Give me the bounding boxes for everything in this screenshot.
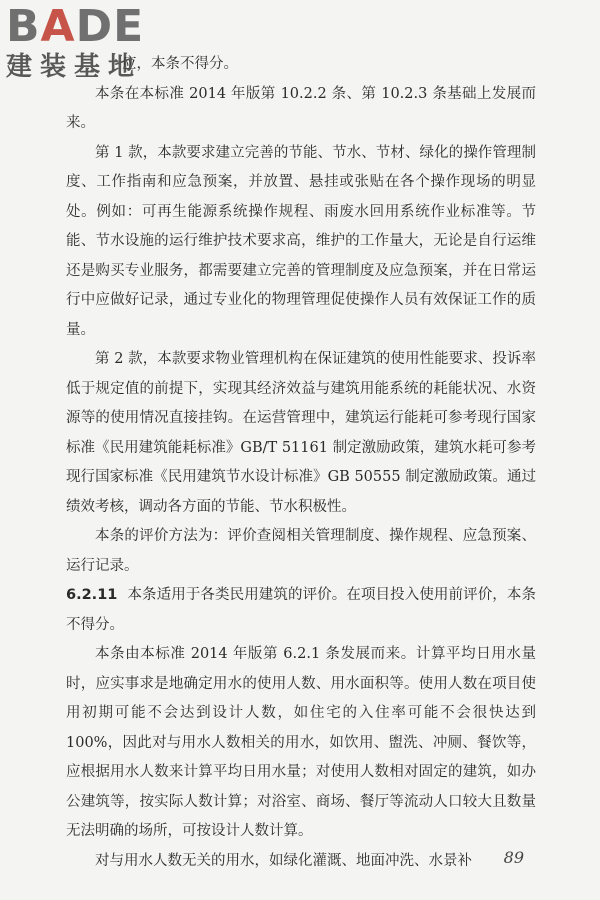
clause-number: 6.2.11 [66, 587, 118, 603]
document-body [66, 50, 536, 876]
page-number: 89 [503, 848, 524, 867]
paragraph-item-2: 第 2 款，本款要求物业管理机构在保证建筑的使用性能要求、投诉率低于规定值的前提下，实现其经济效益与建筑用能系统的耗能状况、水资源等的使用情况直接挂钩。在运营管理中，建筑运行能耗可参考现行国家标准《民用建筑能耗标准》GB/T 51161 制定激励政策，建筑水耗可参考现行国家标准《民用建筑节水设计标准》GB 50555 制定激励政策。通过绩效考核，调动各方面的节能、节水积极性。 [66, 351, 536, 515]
continued-text: 应，本条不得分。 [122, 56, 238, 72]
paragraph-origin: 本条在本标准 2014 年版第 10.2.2 条、第 10.2.3 条基础上发展而来。 [66, 85, 536, 131]
paragraph-evaluation-method: 本条的评价方法为：评价查阅相关管理制度、操作规程、应急预案、运行记录。 [66, 528, 536, 574]
paragraph-item-1: 第 1 款，本款要求建立完善的节能、节水、节材、绿化的操作管理制度、工作指南和应急预案，并放置、悬挂或张贴在各个操作现场的明显处。例如：可再生能源系统操作规程、雨废水回用系统作业标准等。节能、节水设施的运行维护技术要求高，维护的工作量大，无论是自行运维还是购买专业服务，都需要建立完善的管理制度及应急预案，并在日常运行中应做好记录，通过专业化的物理管理促使操作人员有效保证工作的质量。 [66, 144, 536, 338]
clause-heading [66, 581, 536, 640]
paragraph-water-usage: 本条由本标准 2014 年版第 6.2.1 条发展而来。计算平均日用水量时，应实事求是地确定用水的使用人数、用水面积等。使用人数在项目使用初期可能不会达到设计人数，如住宅的入住率可能不会很快达到 100%，因此对与用水人数相关的用水，如饮用、盥洗、冲厕、餐饮等，应根据用水人数来计算平均日用水量；对使用人数相对固定的建筑，如办公建筑等，按实际人数计算；对浴室、商场、餐厅等流动人口较大且数量无法明确的场所，可按设计人数计算。 [66, 646, 536, 839]
clause-text: 本条适用于各类民用建筑的评价。在项目投入使用前评价，本条不得分。 [66, 587, 536, 633]
logo-subtitle: 建装基地 [6, 52, 143, 82]
logo-wordmark: BADE [6, 1, 145, 52]
paragraph-non-resident-water: 对与用水人数无关的用水，如绿化灌溉、地面冲洗、水景补 [95, 852, 472, 869]
